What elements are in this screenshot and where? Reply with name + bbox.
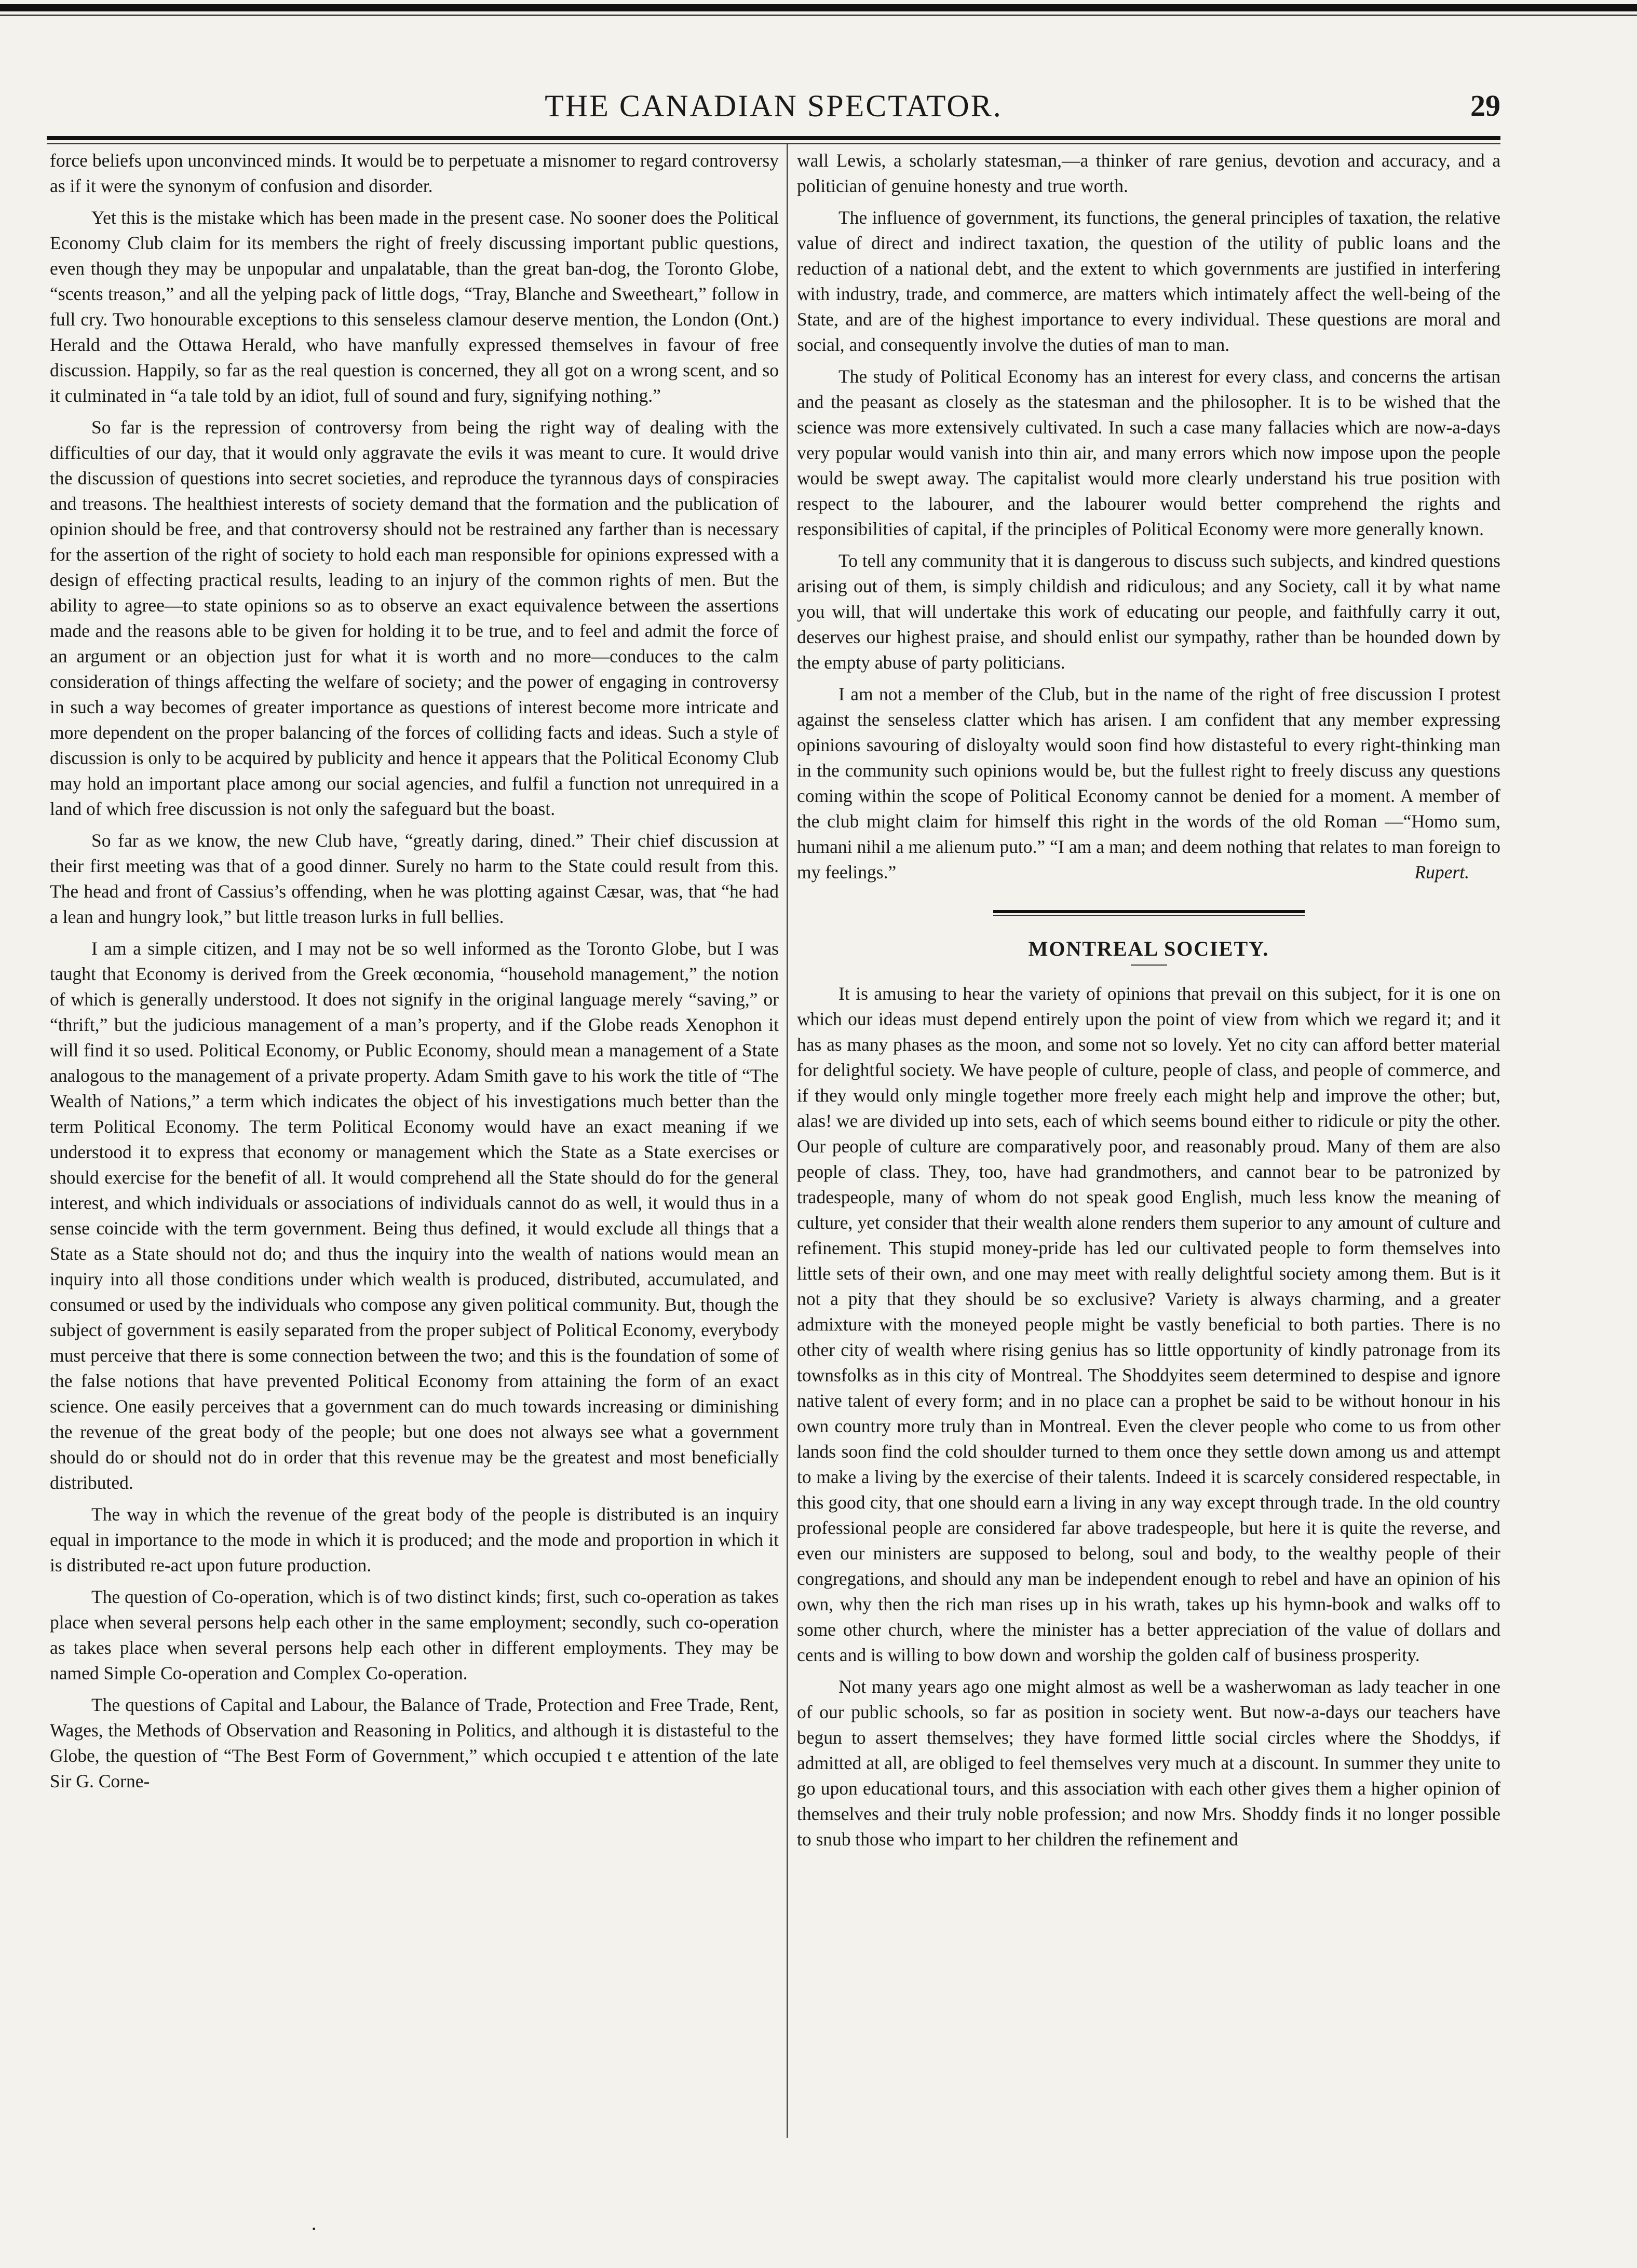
paragraph: [797, 682, 1500, 885]
paragraph: wall Lewis, a scholarly statesman,—a thinker of rare genius, devotion and accuracy, and a politician of genuine honesty and true worth.: [797, 150, 1500, 196]
paragraph: It is amusing to hear the variety of opinions that prevail on this subject, for it is one on which our ideas must depend entirely upon the point of view from which we regard it; and it has as many phases as the moon, and some not so lovely. Yet no city can afford better material for delightful society. We have people of culture, people of class, and people of commerce, and if they would only mingle together more freely each might help and improve the other; but, alas! we are divided up into sets, each of which seems bound either to ridicule or pity the other. Our people of culture are comparatively poor, and reasonably proud. Many of them are also people of class. They, too, have had grandmothers, and cannot bear to be patronized by tradespeople, many of whom do not speak good English, much less know the meaning of culture, yet consider that their wealth alone renders them superior to any amount of culture and refinement. This stupid money-pride has led our cultivated people to form themselves into little sets of their own, and one may meet with really delightful society among them. But is it not a pity that they should be so exclusive? Variety is always charming, and a greater admixture with the moneyed people might be vastly beneficial to both parties. There is no other city of wealth where rising genius has so little opportunity of kindly patronage from its townsfolks as in this city of Montreal. The Shoddyites seem determined to despise and ignore native talent of every form; and in no place can a prophet be said to be without honour in his own country more truly than in Montreal. Even the clever people who come to us from other lands soon find the cold shoulder turned to them once they settle down among us and attempt to make a living by the exercise of their talents. Indeed it is scarcely considered respectable, in this good city, that one should earn a living in any way except through trade. In the old country professional people are considered far above tradespeople, but here it is quite the reverse, and even our ministers are supposed to belong, soul and body, to the wealthy people of their congregations, and should any man be independent enough to rebel and have an opinion of his own, why then the rich man rises up in his wrath, takes up his hymn-book and walks off to some other church, where the minister has a better appreciation of the value of dollars and cents and is willing to bow down and worship the golden calf of business prosperity.: [797, 983, 1500, 1665]
heading-underline: [1131, 965, 1167, 966]
header-rule: [47, 136, 1500, 140]
masthead: [47, 88, 1500, 140]
paragraph-text: I am not a member of the Club, but in the name of the right of free discussion I protest against the senseless clatter which has arisen. I am confident that any member expressing opinions savouring of disloyalty would soon find how distasteful to every right-thinking man in the community such opinions would be, but the fullest right to freely discuss any questions coming within the scope of Political Economy cannot be denied for a moment. A member of the club might claim for himself this right in the words of the old Roman —“Homo sum, humani nihil a me alienum puto.” “I am a man; and deem nothing that relates to man foreign to my feelings.”: [797, 684, 1500, 882]
left-column: [50, 148, 779, 2141]
top-border-rule: [0, 4, 1637, 11]
paragraph: So far as we know, the new Club have, “greatly daring, dined.” Their chief discussion at their first meeting was that of a good dinner. Surely no harm to the State could result from this. The head and front of Cassius’s offending, when he was plotting against Cæsar, was, that “he had a lean and hungry look,” but little treason lurks in full bellies.: [50, 830, 779, 927]
section-heading: MONTREAL SOCIETY.: [1028, 937, 1269, 960]
page-number: 29: [1470, 89, 1500, 123]
paragraph: The study of Political Economy has an interest for every class, and concerns the artisan and the peasant as closely as the statesman and the philosopher. It is to be wished that the science was more extensively cultivated. In such a case many fallacies which are now-a-days very popular would vanish into thin air, and many errors which now impose upon the people would be swept away. The capitalist would more clearly understand his true position with respect to the labourer, and the labourer would better comprehend the rights and responsibilities of capital, if the principles of Political Economy were more generally known.: [797, 366, 1500, 539]
author-signature: Rupert.: [1414, 862, 1469, 882]
paragraph: force beliefs upon unconvinced minds. It would be to perpetuate a misnomer to regard controversy as if it were the synonym of confusion and disorder.: [50, 150, 779, 196]
section-separator-thin: [993, 915, 1305, 916]
paragraph: The influence of government, its functions, the general principles of taxation, the relative value of direct and indirect taxation, the question of the utility of public loans and the reduction of a national debt, and the extent to which governments are justified in interfering with industry, trade, and commerce, are matters which intimately affect the well-being of the State, and are of the highest importance to every individual. These questions are moral and social, and consequently involve the duties of man to man.: [797, 207, 1500, 355]
paragraph: The question of Co-operation, which is of two distinct kinds; first, such co-operation as takes place when several persons help each other in the same employment; secondly, such co-operation as takes place when several persons help each other in different employments. They may be named Simple Co-operation and Complex Co-operation.: [50, 1586, 779, 1683]
page-title: THE CANADIAN SPECTATOR.: [545, 89, 1003, 123]
paragraph: Yet this is the mistake which has been made in the present case. No sooner does the Political Economy Club claim for its members the right of freely discussing important public questions, even though they may be unpopular and unpalatable, than the great ban-dog, the Toronto Globe, “scents treason,” and all the yelping pack of little dogs, “Tray, Blanche and Sweetheart,” follow in full cry. Two honourable exceptions to this senseless clamour deserve mention, the London (Ont.) Herald and the Ottawa Herald, who have manfully expressed themselves in favour of free discussion. Happily, so far as the real question is concerned, they all got on a wrong scent, and so it culminated in “a tale told by an idiot, full of sound and fury, signifying nothing.”: [50, 207, 779, 406]
top-border-rule-thin: [0, 15, 1637, 16]
column-divider: [787, 144, 788, 2138]
header-rule-thin: [47, 143, 1500, 144]
paragraph: The way in which the revenue of the great body of the people is distributed is an inquiry equal in importance to the mode in which it is produced; and the mode and proportion in which it is distributed re-act upon future production.: [50, 1504, 779, 1576]
paragraph: I am a simple citizen, and I may not be so well informed as the Toronto Globe, but I was taught that Economy is derived from the Greek œconomia, “household management,” the notion of which is generally understood. It does not signify in the original language merely “saving,” or “thrift,” but the judicious management of a man’s property, and if the Globe reads Xenophon it will find it so used. Political Economy, or Public Economy, should mean a management of a State analogous to the management of a private property. Adam Smith gave to his work the title of “The Wealth of Nations,” a term which indicates the object of his investigations much better than the term Political Economy. The term Political Economy would have an exact meaning if we understood it to express that economy or management which the State as a State exercises or should exercise for the benefit of all. It would comprehend all the State should do for the general interest, and which individuals or associations of individuals cannot do as well, it would thus in a sense coincide with the term government. Being thus defined, it would exclude all things that a State as a State should not do; and thus the inquiry into the wealth of nations would mean an inquiry into all those conditions under which wealth is produced, distributed, accumulated, and consumed or used by the individuals who compose any given political community. But, though the subject of government is easily separated from the proper subject of Political Economy, everybody must perceive that there is some connection between the two; and this is the foundation of some of the false notions that have prevented Political Economy from attaining the form of an exact science. One easily perceives that a government can do much towards increasing or diminishing the revenue of the great body of the people; but one does not always see what a government should do or should not do in order that this revenue may be the greatest and most beneficially distributed.: [50, 938, 779, 1493]
paragraph: To tell any community that it is dangerous to discuss such subjects, and kindred questions arising out of them, is simply childish and ridiculous; and any Society, call it by what name you will, that will undertake this work of educating our people, and faithfully carry it out, deserves our highest praise, and should enlist our sympathy, rather than be hounded down by the empty abuse of party politicians.: [797, 550, 1500, 673]
print-mark: ·: [310, 2217, 318, 2240]
section-separator: [993, 910, 1305, 913]
right-column: [797, 148, 1500, 2141]
paragraph: Not many years ago one might almost as well be a washerwoman as lady teacher in one of our public schools, so far as position in society went. But now-a-days our teachers have begun to assert themselves; they have formed little social circles where the Shoddys, if admitted at all, are obliged to feel themselves very much at a discount. In summer they unite to go upon educational tours, and this association with each other gives them a higher opinion of themselves and their truly noble profession; and now Mrs. Shoddy finds it no longer possible to snub those who impart to her children the refinement and: [797, 1676, 1500, 1850]
paragraph: So far is the repression of controversy from being the right way of dealing with the difficulties of our day, that it would only aggravate the evils it was meant to cure. It would drive the discussion of questions into secret societies, and reproduce the tyrannous days of conspiracies and treasons. The healthiest interests of society demand that the formation and the publication of opinion should be free, and that controversy should not be restrained any farther than is necessary for the assertion of the right of society to hold each man responsible for opinions expressed with a design of effecting practical results, leading to an injury of the common rights of men. But the ability to agree—to state opinions so as to observe an exact equivalence between the assertions made and the reasons able to be given for holding it to be true, and to feel and admit the force of an argument or an objection just for what it is worth and no more—conduces to the calm consideration of things affecting the welfare of society; and the power of engaging in controversy in such a way becomes of greater importance as questions of interest become more intricate and more dependent on the proper balancing of the forces of colliding facts and ideas. Such a style of discussion is only to be acquired by publicity and hence it appears that the Political Economy Club may hold an important place among our social agencies, and fulfil a function not unrequired in a land of which free discussion is not only the safeguard but the boast.: [50, 417, 779, 819]
paragraph: The questions of Capital and Labour, the Balance of Trade, Protection and Free Trade, Rent, Wages, the Methods of Observation and Reasoning in Politics, and although it is distasteful to the Globe, the question of “The Best Form of Government,” which occupied t e attention of the late Sir G. Corne-: [50, 1694, 779, 1791]
